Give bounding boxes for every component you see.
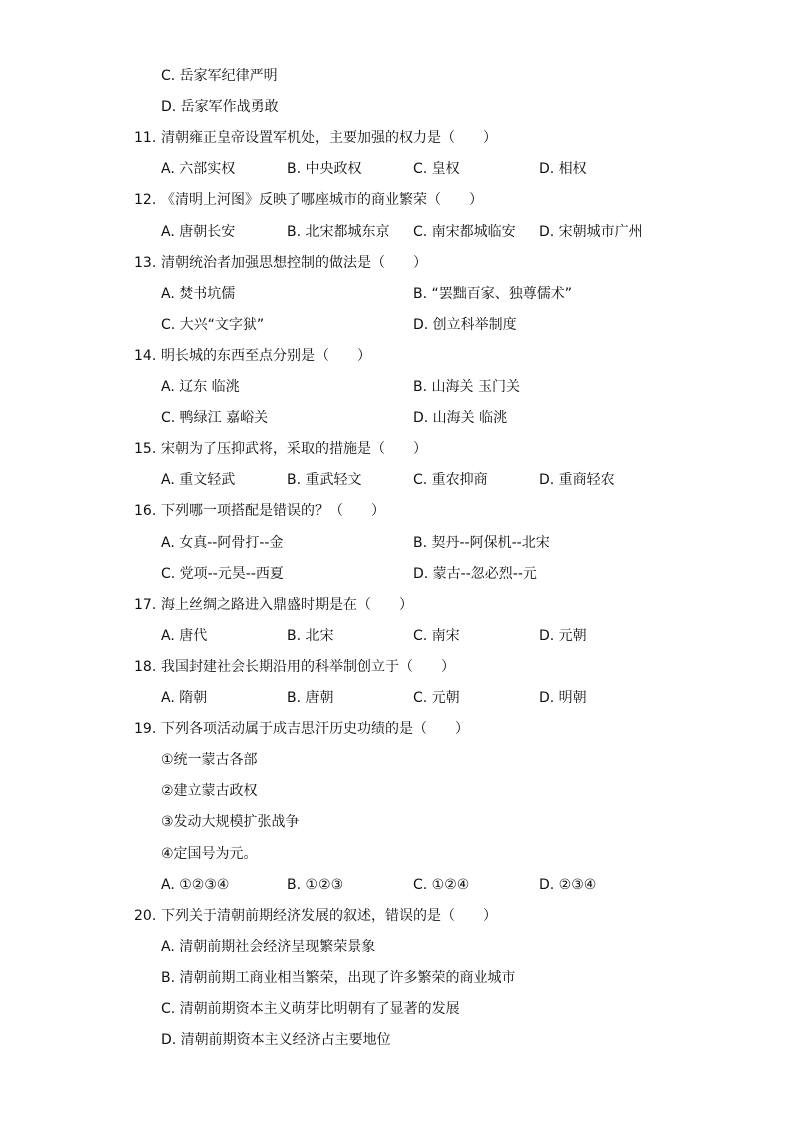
option-line bbox=[0, 968, 794, 988]
question-line bbox=[0, 439, 794, 459]
answer-option: C. 重农抑商 bbox=[413, 472, 488, 488]
question-stem: 宋朝为了压抑武将，采取的措施是（ ） bbox=[161, 441, 427, 457]
options-row bbox=[0, 159, 794, 179]
answer-option: A. 唐代 bbox=[161, 628, 208, 644]
answer-option: C. 南宋 bbox=[413, 628, 460, 644]
answer-option: B. 北宋 bbox=[287, 628, 334, 644]
answer-option: C. 清朝前期资本主义萌芽比明朝有了显著的发展 bbox=[161, 1001, 460, 1017]
option-line bbox=[0, 999, 794, 1019]
question-line bbox=[0, 906, 794, 926]
question-number: 18. bbox=[134, 659, 157, 675]
answer-option: A. ①②③④ bbox=[161, 877, 230, 893]
answer-option: C. 党项--元昊--西夏 bbox=[161, 566, 284, 582]
answer-option: C. 鸭绿江 嘉峪关 bbox=[161, 410, 269, 426]
question-line bbox=[0, 719, 794, 739]
answer-option: D. 清朝前期资本主义经济占主要地位 bbox=[161, 1032, 391, 1048]
answer-option: D. 宋朝城市广州 bbox=[539, 224, 643, 240]
question-stem: 海上丝绸之路进入鼎盛时期是在（ ） bbox=[161, 597, 413, 613]
question-line bbox=[0, 657, 794, 677]
answer-option: B. 北宋都城东京 bbox=[287, 224, 390, 240]
question-stem: 下列关于清朝前期经济发展的叙述，错误的是（ ） bbox=[161, 908, 497, 924]
answer-option: B. ①②③ bbox=[287, 877, 344, 893]
question-stem: 我国封建社会长期沿用的科举制创立于（ ） bbox=[161, 659, 455, 675]
options-row bbox=[0, 688, 794, 708]
question-line bbox=[0, 253, 794, 273]
answer-option: C. ①②④ bbox=[413, 877, 470, 893]
options-row bbox=[0, 408, 794, 428]
question-stem: 明长城的东西至点分别是（ ） bbox=[161, 348, 371, 364]
answer-option: D. 元朝 bbox=[539, 628, 587, 644]
answer-option: A. 六部实权 bbox=[161, 161, 236, 177]
question-line bbox=[0, 501, 794, 521]
answer-option: B. “罢黜百家、独尊儒术” bbox=[413, 286, 573, 302]
answer-option: C. 皇权 bbox=[413, 161, 460, 177]
answer-option: C. 岳家军纪律严明 bbox=[161, 68, 278, 84]
question-line bbox=[0, 595, 794, 615]
option-line bbox=[0, 937, 794, 957]
answer-option: B. 契丹--阿保机--北宋 bbox=[413, 535, 550, 551]
options-row bbox=[0, 315, 794, 335]
answer-option: B. 重武轻文 bbox=[287, 472, 362, 488]
options-row bbox=[0, 875, 794, 895]
answer-option: D. ②③④ bbox=[539, 877, 597, 893]
question-number: 20. bbox=[134, 908, 157, 924]
answer-option: B. 中央政权 bbox=[287, 161, 362, 177]
question-number: 16. bbox=[134, 503, 157, 519]
question-stem: 清朝雍正皇帝设置军机处，主要加强的权力是（ ） bbox=[161, 130, 497, 146]
option-line bbox=[0, 66, 794, 86]
question-stem: 清朝统治者加强思想控制的做法是（ ） bbox=[161, 255, 427, 271]
question-stem: 下列各项活动属于成吉思汗历史功绩的是（ ） bbox=[161, 721, 469, 737]
answer-option: A. 女真--阿骨打--金 bbox=[161, 535, 284, 551]
options-row bbox=[0, 533, 794, 553]
answer-option: B. 唐朝 bbox=[287, 690, 334, 706]
question-line bbox=[0, 346, 794, 366]
options-row bbox=[0, 377, 794, 397]
answer-option: C. 大兴“文字狱” bbox=[161, 317, 265, 333]
option-line bbox=[0, 1030, 794, 1050]
answer-option: D. 相权 bbox=[539, 161, 587, 177]
answer-option: D. 明朝 bbox=[539, 690, 587, 706]
answer-option: B. 清朝前期工商业相当繁荣，出现了许多繁荣的商业城市 bbox=[161, 970, 516, 986]
options-row bbox=[0, 626, 794, 646]
answer-option: D. 岳家军作战勇敢 bbox=[161, 99, 279, 115]
question-number: 11. bbox=[134, 130, 157, 146]
options-row bbox=[0, 222, 794, 242]
question-number: 15. bbox=[134, 441, 157, 457]
answer-option: B. 山海关 玉门关 bbox=[413, 379, 520, 395]
option-line bbox=[0, 812, 794, 832]
answer-option: D. 蒙古--忽必烈--元 bbox=[413, 566, 537, 582]
answer-option: D. 创立科举制度 bbox=[413, 317, 517, 333]
question-number: 12. bbox=[134, 192, 157, 208]
option-line bbox=[0, 781, 794, 801]
question-number: 19. bbox=[134, 721, 157, 737]
question-stem: 《清明上河图》反映了哪座城市的商业繁荣（ ） bbox=[161, 192, 483, 208]
answer-option: A. 重文轻武 bbox=[161, 472, 236, 488]
question-line bbox=[0, 190, 794, 210]
answer-option: ②建立蒙古政权 bbox=[161, 783, 258, 799]
answer-option: A. 焚书坑儒 bbox=[161, 286, 236, 302]
option-line bbox=[0, 844, 794, 864]
answer-option: D. 重商轻农 bbox=[539, 472, 615, 488]
options-row bbox=[0, 284, 794, 304]
option-line bbox=[0, 97, 794, 117]
answer-option: A. 隋朝 bbox=[161, 690, 208, 706]
question-number: 17. bbox=[134, 597, 157, 613]
question-stem: 下列哪一项搭配是错误的？（ ） bbox=[161, 503, 385, 519]
options-row bbox=[0, 564, 794, 584]
answer-option: D. 山海关 临洮 bbox=[413, 410, 508, 426]
answer-option: C. 元朝 bbox=[413, 690, 460, 706]
answer-option: ①统一蒙古各部 bbox=[161, 752, 258, 768]
answer-option: A. 清朝前期社会经济呈现繁荣景象 bbox=[161, 939, 376, 955]
question-line bbox=[0, 128, 794, 148]
answer-option: C. 南宋都城临安 bbox=[413, 224, 516, 240]
question-number: 14. bbox=[134, 348, 157, 364]
answer-option: A. 唐朝长安 bbox=[161, 224, 236, 240]
answer-option: ③发动大规模扩张战争 bbox=[161, 814, 300, 830]
answer-option: ④定国号为元。 bbox=[161, 846, 258, 862]
question-number: 13. bbox=[134, 255, 157, 271]
options-row bbox=[0, 470, 794, 490]
option-line bbox=[0, 750, 794, 770]
answer-option: A. 辽东 临洮 bbox=[161, 379, 240, 395]
